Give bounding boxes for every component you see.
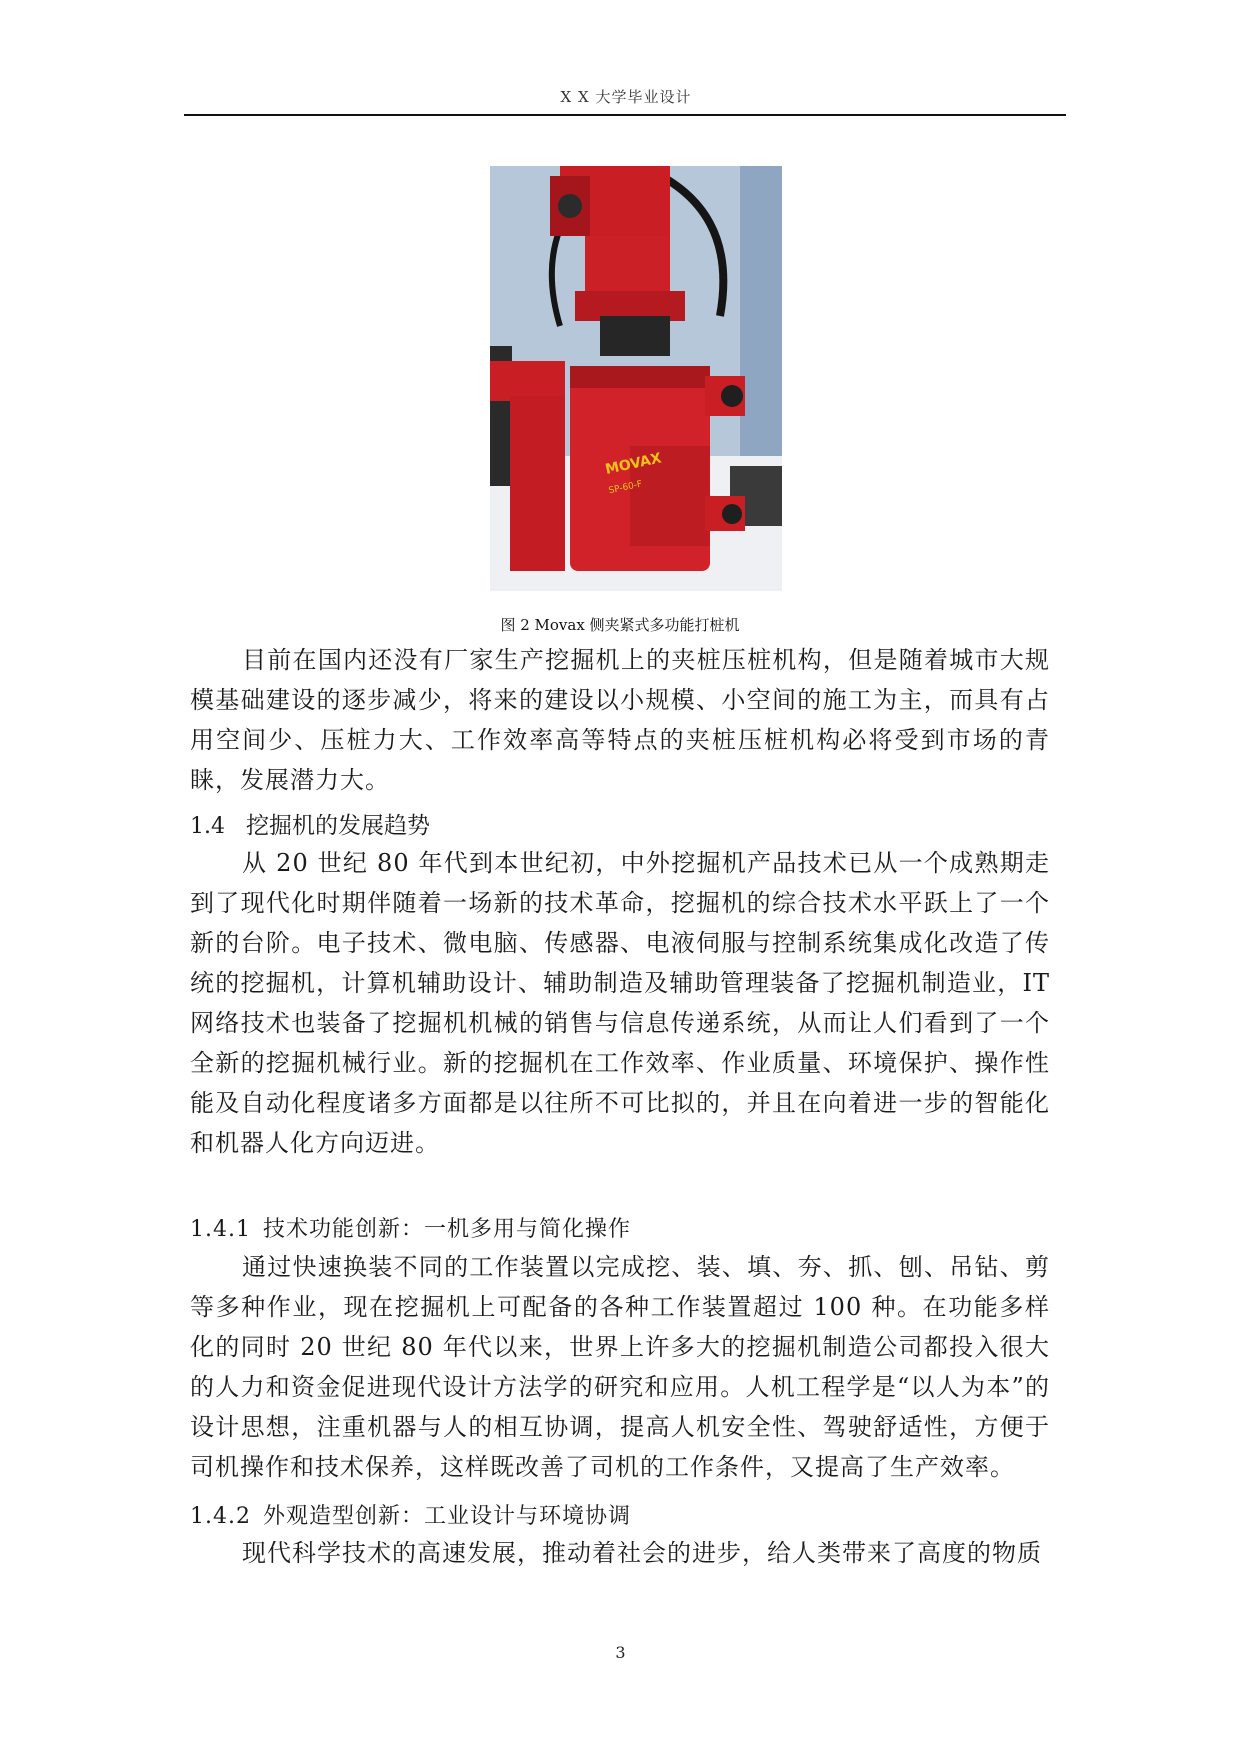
section-heading-1-4-1 [190, 1212, 631, 1243]
paragraph-2: 从 20 世纪 80 年代到本世纪初，中外挖掘机产品技术已从一个成熟期走到了现代化时期伴随着一场新的技术革命，挖掘机的综合技术水平跃上了一个新的台阶。电子技术、微电脑、传感器、电液伺服与控制系统集成化改造了传统的挖掘机，计算机辅助设计、辅助制造及辅助管理装备了挖掘机制造业，IT 网络技术也装备了挖掘机机械的销售与信息传递系统，从而让人们看到了一个全新的挖掘机械行业。新的挖掘机在工作效率、作业质量、环境保护、操作性能及自动化程度诸多方面都是以往所不可比拟的，并且在向着进一步的智能化和机器人化方向迈进。 [190, 849, 1050, 1157]
paragraph-4: 现代科学技术的高速发展，推动着社会的进步，给人类带来了高度的物质 [242, 1539, 1042, 1567]
header-rule [184, 114, 1066, 116]
subsection-title: 外观造型创新：工业设计与环境协调 [262, 1504, 631, 1529]
subsection-number: 1.4.2 [190, 1504, 251, 1529]
model-label: SP-60-F [607, 479, 644, 497]
subsection-title: 技术功能创新：一机多用与简化操作 [262, 1217, 631, 1242]
section-title: 挖掘机的发展趋势 [246, 813, 430, 839]
section-heading-1-4-2 [190, 1499, 631, 1530]
pile-driver-photo [490, 166, 782, 591]
section-heading-1-4 [190, 807, 430, 840]
movax-logo: MOVAX [603, 450, 663, 478]
page-header: X X 大学毕业设计 [560, 88, 692, 106]
paragraph-3: 通过快速换装不同的工作装置以完成挖、装、填、夯、抓、刨、吊钻、剪等多种作业，现在挖掘机上可配备的各种工作装置超过 100 种。在功能多样化的同时 20 世纪 80 年代以来，世界上许多大的挖掘机制造公司都投入很大的人力和资金促进现代设计方法学的研究和应用。人机工程学是“以人为本”的设计思想，注重机器与人的相互协调，提高人机安全性、驾驶舒适性，方便于司机操作和技术保养，这样既改善了司机的工作条件，又提高了生产效率。 [190, 1253, 1050, 1481]
page-number: 3 [615, 1643, 626, 1662]
figure-caption: 图 2 Movax 侧夹紧式多功能打桩机 [500, 616, 740, 634]
paragraph-1: 目前在国内还没有厂家生产挖掘机上的夹桩压桩机构，但是随着城市大规模基础建设的逐步减少，将来的建设以小规模、小空间的施工为主，而具有占用空间少、压桩力大、工作效率高等特点的夹桩压桩机构必将受到市场的青睐，发展潜力大。 [190, 646, 1050, 794]
subsection-number: 1.4.1 [190, 1217, 251, 1242]
section-number: 1.4 [190, 814, 225, 839]
